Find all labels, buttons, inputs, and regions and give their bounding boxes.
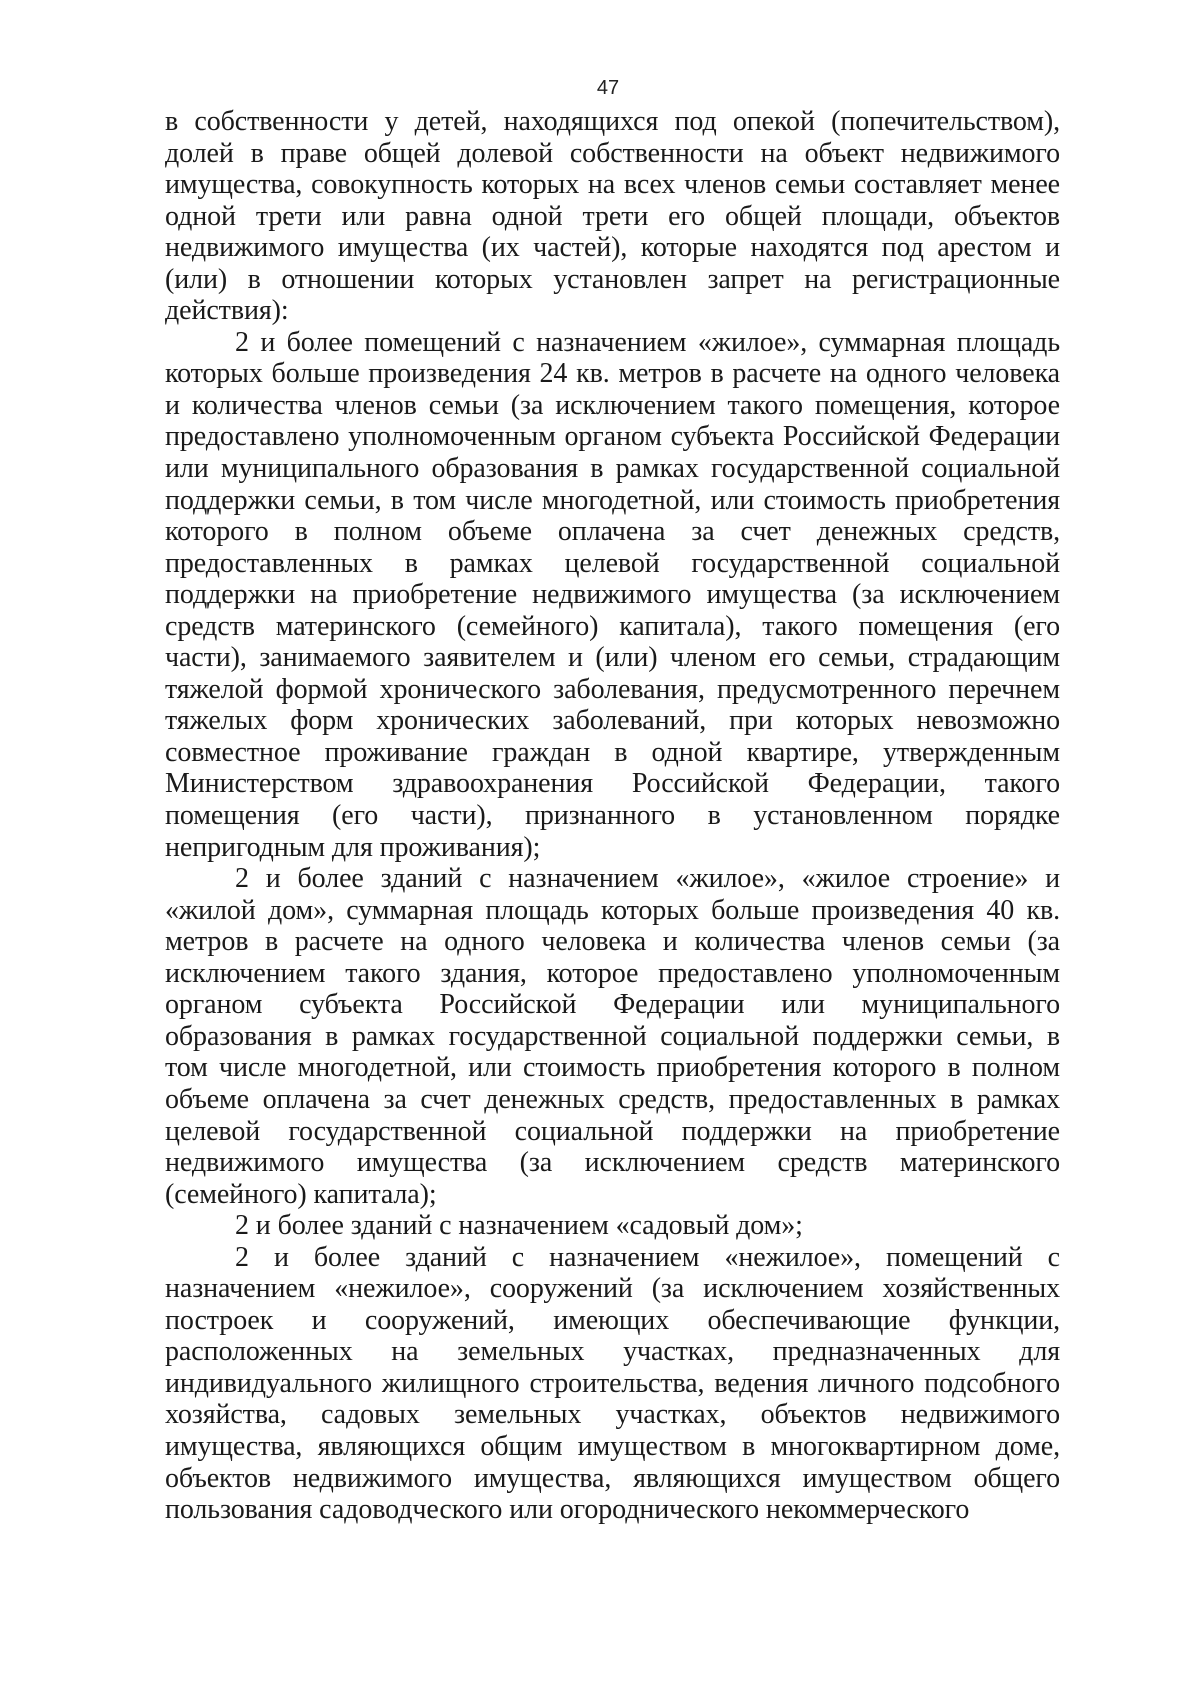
paragraph-non-residential: 2 и более зданий с назначением «нежилое», помещений с назначением «нежилое», сооружений (за исключением хозяйственных построек и сооружений, имеющих обеспечивающие функции, расположенных на земельных участках, предназначенных для индивидуального жилищного строительства, ведения личного подсобного хозяйства, садовых земельных участках, объектов недвижимого имущества, являющихся общим имуществом в многоквартирном доме, объектов недвижимого имущества, являющихся имуществом общего пользования садоводческого или огороднического некоммерческого — [165, 1241, 1060, 1526]
paragraph-residential-buildings: 2 и более зданий с назначением «жилое», «жилое строение» и «жилой дом», суммарная площадь которых больше произведения 40 кв. метров в расчете на одного человека и количества членов семьи (за исключением такого здания, которое предоставлено уполномоченным органом субъекта Российской Федерации или муниципального образования в рамках государственной социальной поддержки семьи, в том числе многодетной, или стоимость приобретения которого в полном объеме оплачена за счет денежных средств, предоставленных в рамках целевой государственной социальной поддержки на приобретение недвижимого имущества (за исключением средств материнского (семейного) капитала); — [165, 863, 1060, 1210]
document-body — [165, 106, 1060, 1526]
paragraph-residential-premises: 2 и более помещений с назначением «жилое», суммарная площадь которых больше произведения 24 кв. метров в расчете на одного человека и количества членов семьи (за исключением такого помещения, которое предоставлено уполномоченным органом субъекта Российской Федерации или муниципального образования в рамках государственной социальной поддержки семьи, в том числе многодетной, или стоимость приобретения которого в полном объеме оплачена за счет денежных средств, предоставленных в рамках целевой государственной социальной поддержки на приобретение недвижимого имущества (за исключением средств материнского (семейного) капитала), такого помещения (его части), занимаемого заявителем и (или) членом его семьи, страдающим тяжелой формой хронического заболевания, предусмотренного перечнем тяжелых форм хронических заболеваний, при которых невозможно совместное проживание граждан в одной квартире, утвержденным Министерством здравоохранения Российской Федерации, такого помещения (его части), признанного в установленном порядке непригодным для проживания); — [165, 326, 1060, 863]
page-number: 47 — [596, 77, 620, 99]
paragraph-continuation: в собственности у детей, находящихся под опекой (попечительством), долей в праве общей долевой собственности на объект недвижимого имущества, совокупность которых на всех членов семьи составляет менее одной трети или равна одной трети его общей площади, объектов недвижимого имущества (их частей), которые находятся под арестом и (или) в отношении которых установлен запрет на регистрационные действия): — [165, 106, 1060, 327]
paragraph-garden-houses: 2 и более зданий с назначением «садовый дом»; — [235, 1210, 803, 1242]
